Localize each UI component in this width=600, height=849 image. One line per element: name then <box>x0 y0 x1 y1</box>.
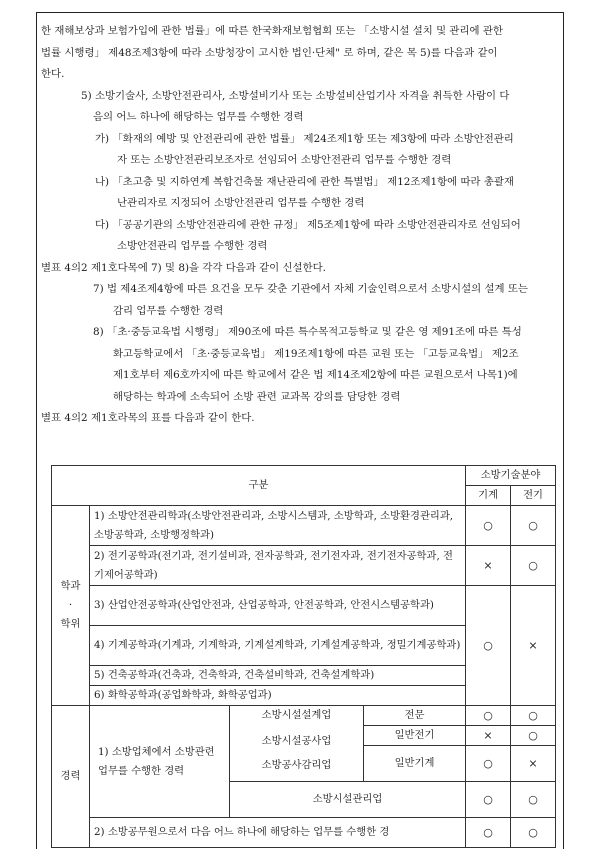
career-item-1: 1) 소방업체에서 소방관련 업무를 수행한 경력 <box>90 706 230 818</box>
career-sub-4-mech: ○ <box>466 782 511 818</box>
dept-row-3: 3) 산업안전공학과(산업안전과, 산업공학과, 안전공학과, 안전시스템공학과) <box>90 586 466 626</box>
header-mech: 기계 <box>466 486 511 506</box>
qualification-table <box>51 465 556 848</box>
body-text <box>41 21 559 430</box>
career-sub-3: 일반기계 <box>364 746 466 782</box>
career-item-2: 2) 소방공무원으로서 다음 어느 하나에 해당하는 업무를 수행한 경 <box>90 818 466 848</box>
career-biz-3: 소방공사감리업 <box>261 759 332 772</box>
item-7-line: 7) 법 제4조제4항에 따른 요건을 모두 갖춘 기관에서 자체 기술인력으로서 소방시설의 설계 또는 <box>93 283 528 295</box>
dept-row-1: 1) 소방안전관리학과(소방안전관리과, 소방시스템과, 소방학과, 소방환경관리과, 소방공학과, 소방행정학과) <box>90 506 466 546</box>
item-5-line: 5) 소방기술사, 소방안전관리사, 소방설비기사 또는 소방설비산업기사 자격을 취득한 사람이 다 <box>81 89 510 102</box>
career-sub-3-elec: × <box>511 746 556 782</box>
dept-row-1-elec: ○ <box>511 506 556 546</box>
item-da-line: 다) 「공공기관의 소방안전관리에 관한 규정」 제5조제1항에 따라 소방안전관리자로 선임되어 <box>95 218 521 231</box>
dept-row-6: 6) 화학공학과(공업화학과, 화학공업과) <box>90 686 466 706</box>
item-5-line: 음의 어느 하나에 해당하는 업무를 수행한 경력 <box>93 111 304 123</box>
dept-row-2-elec: ○ <box>511 546 556 586</box>
career-sub-4-elec: ○ <box>511 782 556 818</box>
career-item-2-mech: ○ <box>466 818 511 848</box>
dept-row-5: 5) 건축공학과(건축과, 건축학과, 건축설비학과, 건축설계학과) <box>90 666 466 686</box>
header-elec: 전기 <box>511 486 556 506</box>
item-ga-line: 가) 「화재의 예방 및 안전관리에 관한 법률」 제24조제1항 또는 제3항에 따라 소방안전관리 <box>95 132 514 145</box>
dept-rows-3-6-elec: × <box>511 586 556 706</box>
career-sub-1-mech: ○ <box>466 706 511 726</box>
career-sub-3-mech: ○ <box>466 746 511 782</box>
career-sub-1: 전문 <box>364 706 466 726</box>
career-sub-2-elec: ○ <box>511 726 556 746</box>
item-8-line: 8) 「초·중등교육법 시행령」 제90조에 따른 특수목적고등학교 및 같은 영 제91조에 따른 특성 <box>93 326 522 338</box>
header-field: 소방기술분야 <box>466 466 556 486</box>
dept-label-dot: · <box>68 599 73 611</box>
text-line: 법률 시행령」 제48조제3항에 따라 소방청장이 고시한 법인·단체" 로 하며, 같은 목 5)를 다음과 같이 <box>41 46 498 59</box>
career-sub-1-elec: ○ <box>511 706 556 726</box>
document-page <box>36 12 564 849</box>
career-biz-1: 소방시설설계업 <box>230 706 364 726</box>
career-sub-2: 일반전기 <box>364 726 466 746</box>
header-gubun: 구분 <box>52 466 466 506</box>
dept-rows-3-6-mech: ○ <box>466 586 511 706</box>
text-line: 한다. <box>41 68 65 80</box>
dept-label-a: 학과 <box>60 580 81 592</box>
item-na-line: 나) 「초고층 및 지하연계 복합건축물 재난관리에 관한 특별법」 제12조제1항에 따라 총괄재 <box>95 175 514 188</box>
career-biz-2: 소방시설공사업 <box>261 735 332 748</box>
career-biz-4: 소방시설관리업 <box>230 782 466 818</box>
item-da-line: 소방안전관리 업무를 수행한 경력 <box>117 240 268 252</box>
dept-row-2: 2) 전기공학과(전기과, 전기설비과, 전자공학과, 전기전자과, 전기전자공학과, 전기제어공학과) <box>90 546 466 586</box>
dept-row-1-mech: ○ <box>466 506 511 546</box>
item-8-line: 해당하는 학과에 소속되어 소방 관련 교과목 강의를 담당한 경력 <box>113 390 401 403</box>
item-8-line: 제1호부터 제6호까지에 따른 학교에서 같은 법 제14조제2항에 따른 교원으로서 나목1)에 <box>113 369 518 381</box>
dept-row-2-mech: × <box>466 546 511 586</box>
career-sub-2-mech: × <box>466 726 511 746</box>
item-8-line: 화고등학교에서 「초·중등교육법」 제19조제1항에 따른 교원 또는 「고등교육법」 제2조 <box>113 347 519 360</box>
dept-category <box>52 506 90 706</box>
career-biz-2-3 <box>230 726 364 782</box>
item-7-line: 감리 업무를 수행한 경력 <box>113 304 224 317</box>
amendment-line: 별표 4의2 제1호라목의 표를 다음과 같이 한다. <box>41 412 255 424</box>
text-line: 한 재해보상과 보험가입에 관한 법률」에 따른 한국화재보험협회 또는 「소방시설 설치 및 관리에 관한 <box>41 25 503 37</box>
dept-label-b: 학위 <box>60 618 81 630</box>
career-category: 경력 <box>52 706 90 848</box>
item-ga-line: 자 또는 소방안전관리보조자로 선임되어 소방안전관리 업무를 수행한 경력 <box>117 154 452 166</box>
amendment-line: 별표 4의2 제1호다목에 7) 및 8)을 각각 다음과 같이 신설한다. <box>41 261 326 274</box>
career-item-2-elec: ○ <box>511 818 556 848</box>
dept-row-4: 4) 기계공학과(기계과, 기계학과, 기계설계학과, 기계설계공학과, 정밀기계공학과) <box>90 626 466 666</box>
item-na-line: 난관리자로 지정되어 소방안전관리 업무를 수행한 경력 <box>117 197 365 209</box>
